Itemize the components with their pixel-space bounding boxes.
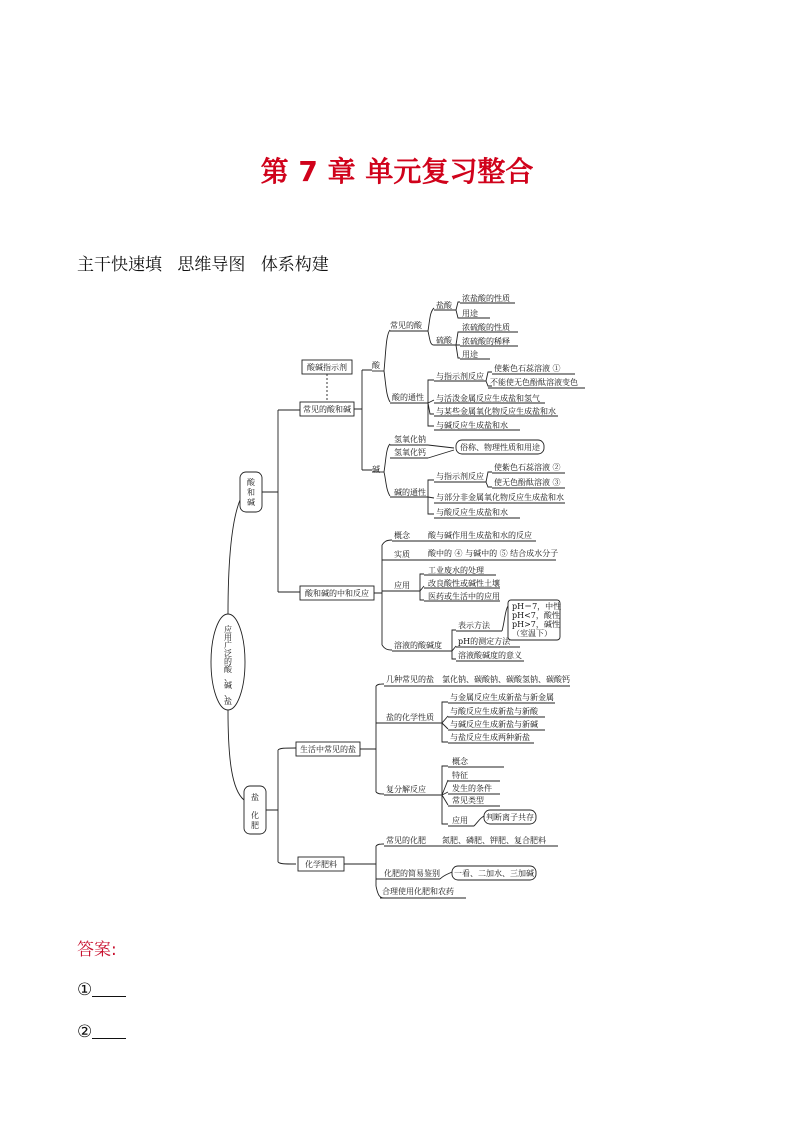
branch-salt-char: 肥: [251, 821, 259, 830]
common-acid-base-label: 常见的酸和碱: [303, 405, 351, 414]
salt-kinds-label: 几种常见的盐: [386, 675, 434, 684]
branch-acid-base-char: 酸: [247, 478, 255, 487]
fertilizer-common-text: 氮肥、磷肥、钾肥、复合肥料: [442, 836, 546, 845]
answer-line-1: [77, 980, 126, 1000]
root-char: 用: [224, 633, 232, 642]
root-char: 、: [224, 673, 232, 682]
represent-label: 表示方法: [458, 621, 490, 630]
answer-blank[interactable]: [92, 982, 126, 997]
decomposition-item: 发生的条件: [452, 784, 492, 793]
base-general-label: 碱的通性: [394, 488, 426, 497]
application-item: 医药或生活中的应用: [428, 592, 500, 601]
acid-indicator-item: 不能使无色酚酞溶液变色: [490, 378, 578, 387]
essence-label: 实质: [394, 550, 410, 559]
base-reaction: 与部分非金属氧化物反应生成盐和水: [436, 493, 564, 502]
base-indicator-item: 使无色酚酞溶液 ③: [494, 478, 561, 487]
acid-reaction: 与碱反应生成盐和水: [436, 421, 508, 430]
page-title: 第 7 章 单元复习整合: [260, 155, 534, 188]
fertilizer-identify-text: 一看、二加水、三加碱: [454, 869, 534, 878]
hcl-item: 用途: [462, 309, 478, 318]
common-salt-label: 生活中常见的盐: [300, 745, 356, 754]
answer-title: 答案:: [77, 940, 117, 960]
subtitle-part-1: 主干快速填: [77, 255, 162, 275]
concept-label: 概念: [394, 531, 410, 540]
root-char: 泛: [224, 649, 232, 658]
essence-text: 酸中的 ④ 与碱中的 ⑤ 结合成水分子: [428, 549, 559, 558]
acid-indicator-label: 与指示剂反应: [436, 372, 484, 381]
base-properties-label: 俗称、物理性质和用途: [460, 443, 540, 452]
base-label: 碱: [372, 465, 380, 474]
acid-reaction: 与某些金属氧化物反应生成盐和水: [436, 407, 556, 416]
fertilizer-label: 化学肥料: [305, 860, 337, 869]
subtitle-part-3: 体系构建: [260, 255, 329, 275]
fertilizer-identify-label: 化肥的简易鉴别: [384, 869, 440, 878]
subtitle-part-2: 思维导图: [177, 255, 246, 275]
ion-coexist-label: 判断离子共存: [486, 813, 534, 822]
decomposition-item: 常见类型: [452, 796, 484, 805]
decomposition-label: 复分解反应: [386, 785, 426, 794]
root-node-label: [224, 624, 233, 706]
indicator-label: 酸碱指示剂: [307, 363, 347, 372]
root-char: 盐: [224, 697, 232, 706]
base-indicator-item: 使紫色石蕊溶液 ②: [494, 463, 561, 472]
acid-reaction: 与活泼金属反应生成盐和氢气: [436, 394, 540, 403]
caoh-label: 氢氧化钙: [394, 448, 426, 457]
answer-line-2: [77, 1022, 126, 1042]
branch-salt-char: 化: [251, 811, 259, 820]
ph-meaning-label: 溶液酸碱度的意义: [458, 651, 522, 660]
root-char: 应: [224, 625, 232, 634]
acidity-label: 溶液的酸碱度: [394, 641, 442, 650]
base-indicator-label: 与指示剂反应: [436, 472, 484, 481]
common-acid-label: 常见的酸: [390, 321, 422, 330]
hcl-label: 盐酸: [436, 301, 452, 310]
acid-general-label: 酸的通性: [392, 393, 424, 402]
fertilizer-common-label: 常见的化肥: [386, 836, 426, 845]
h2so4-item: 用途: [462, 350, 478, 359]
ph-item: pH＝7，中性: [512, 602, 562, 611]
branch-salt-char: 盐: [251, 793, 259, 802]
salt-chem-item: 与碱反应生成新盐与新碱: [450, 720, 538, 729]
root-char: 碱: [224, 681, 232, 690]
ph-measure-label: pH的测定方法: [458, 637, 511, 646]
root-char: 广: [224, 641, 232, 650]
decomposition-item: 应用: [452, 816, 468, 825]
ph-item: pH<7，酸性: [512, 611, 560, 620]
neutralization-label: 酸和碱的中和反应: [305, 589, 369, 598]
answer-blank[interactable]: [92, 1024, 126, 1039]
salt-chem-item: 与盐反应生成两种新盐: [450, 733, 530, 742]
ph-item: （室温下）: [512, 629, 552, 638]
root-char: 的: [224, 657, 232, 666]
hcl-item: 浓盐酸的性质: [462, 294, 510, 303]
answer-number: ②: [77, 1022, 93, 1042]
salt-chem-label: 盐的化学性质: [386, 713, 434, 722]
h2so4-item: 浓硫酸的性质: [462, 323, 510, 332]
salt-chem-item: 与金属反应生成新盐与新金属: [450, 693, 554, 702]
salt-chem-item: 与酸反应生成新盐与新酸: [450, 707, 538, 716]
branch-acid-base-char: 和: [247, 488, 255, 497]
acid-label: 酸: [372, 361, 380, 370]
naoh-label: 氢氧化钠: [394, 435, 426, 444]
acid-indicator-item: 使紫色石蕊溶液 ①: [494, 364, 561, 373]
decomposition-item: 特征: [452, 771, 468, 780]
branch-acid-base-char: 碱: [247, 498, 255, 507]
application-label: 应用: [394, 581, 410, 590]
root-char: 、: [224, 689, 232, 698]
salt-kinds-text: 氯化钠、碳酸钠、碳酸氢钠、碳酸钙: [442, 675, 570, 684]
application-item: 改良酸性或碱性土壤: [428, 579, 500, 588]
ph-item: pH>7，碱性: [512, 620, 560, 629]
application-item: 工业废水的处理: [428, 566, 484, 575]
h2so4-item: 浓硫酸的稀释: [462, 337, 510, 346]
answer-number: ①: [77, 980, 93, 1000]
base-reaction: 与酸反应生成盐和水: [436, 508, 508, 517]
root-char: 酸: [224, 665, 232, 674]
concept-text: 酸与碱作用生成盐和水的反应: [428, 531, 532, 540]
decomposition-item: 概念: [452, 757, 468, 766]
fertilizer-use-label: 合理使用化肥和农药: [382, 887, 454, 896]
h2so4-label: 硫酸: [436, 336, 452, 345]
